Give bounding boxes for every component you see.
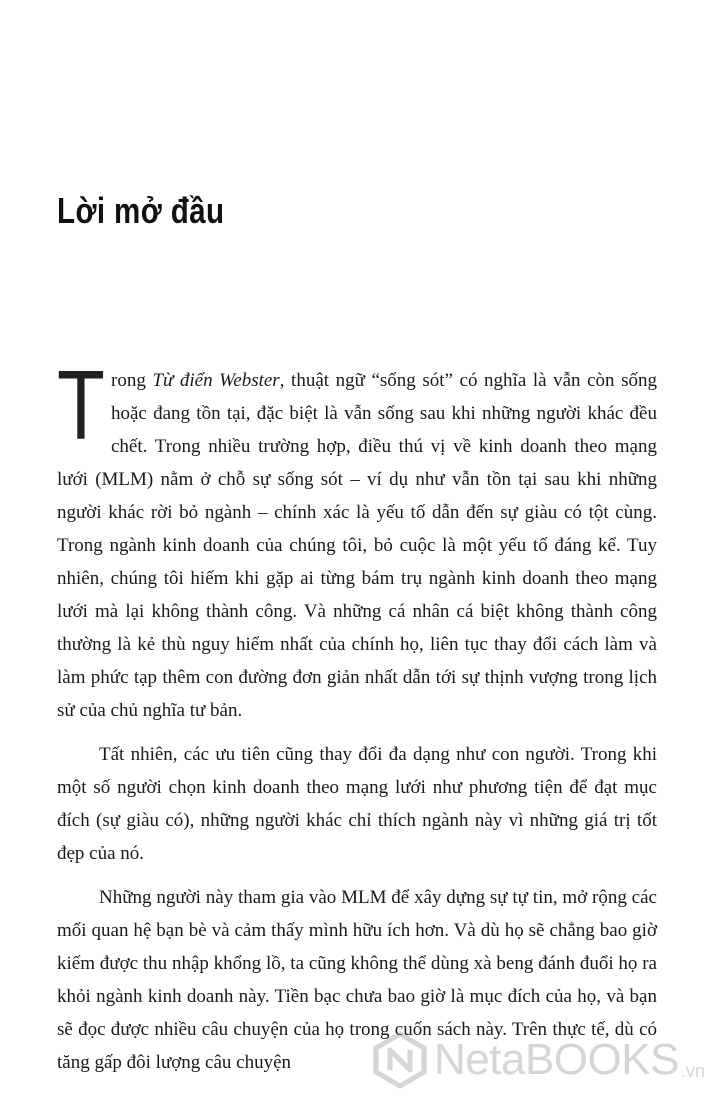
watermark-brand: NetaBOOKS [434, 1035, 679, 1084]
paragraph-2: Tất nhiên, các ưu tiên cũng thay đổi đa dạng như con người. Trong khi một số người chọn kinh doanh theo mạng lưới như phương tiện để đạt mục đích (sự giàu có), những người khác chỉ thích ngành này vì những giá trị tốt đẹp của nó. [57, 744, 657, 864]
paragraph-3: Những người này tham gia vào MLM để xây dựng sự tự tin, mở rộng các mối quan hệ bạn bè và cảm thấy mình hữu ích hơn. Và dù họ sẽ chẳng bao giờ kiếm được thu nhập khổng lồ, ta cũng không thể dùng xà beng đánh đuổi họ ra khỏi ngành kinh doanh này. Tiền bạc chưa bao giờ là mục đích của họ, và bạn sẽ đọc được nhiều câu chuyện của họ trong cuốn sách này. Trên thực tế, dù có tăng gấp đôi lượng câu chuyện [57, 887, 657, 1073]
netabooks-logo-icon [372, 1032, 428, 1088]
paragraph-1-lead: rong [111, 370, 153, 391]
watermark [372, 1032, 705, 1088]
book-reference: Từ điển Webster [152, 370, 280, 391]
drop-cap: T [57, 350, 105, 460]
chapter-title: Lời mở đầu [57, 190, 225, 231]
watermark-suffix: .vn [680, 1061, 705, 1081]
paragraph-1-rest: , thuật ngữ “sống sót” có nghĩa là vẫn còn sống hoặc đang tồn tại, đặc biệt là vẫn sống sau khi những người khác đều chết. Trong nhiều trường hợp, điều thú vị về kinh doanh theo mạng lưới (MLM) nằm ở chỗ sự sống sót – ví dụ như vẫn tồn tại sau khi những người khác rời bỏ ngành – chính xác là yếu tố dẫn đến sự giàu có tột cùng. Trong ngành kinh doanh của chúng tôi, bỏ cuộc là một yếu tố đáng kể. Tuy nhiên, chúng tôi hiếm khi gặp ai từng bám trụ ngành kinh doanh theo mạng lưới mà lại không thành công. Và những cá nhân cá biệt không thành công thường là kẻ thù nguy hiểm nhất của chính họ, liên tục thay đổi cách làm và làm phức tạp thêm con đường đơn giản nhất dẫn tới sự thịnh vượng trong lịch sử của chủ nghĩa tư bản. [57, 370, 658, 721]
paragraph-1 [57, 350, 658, 727]
body-text [57, 350, 658, 1079]
